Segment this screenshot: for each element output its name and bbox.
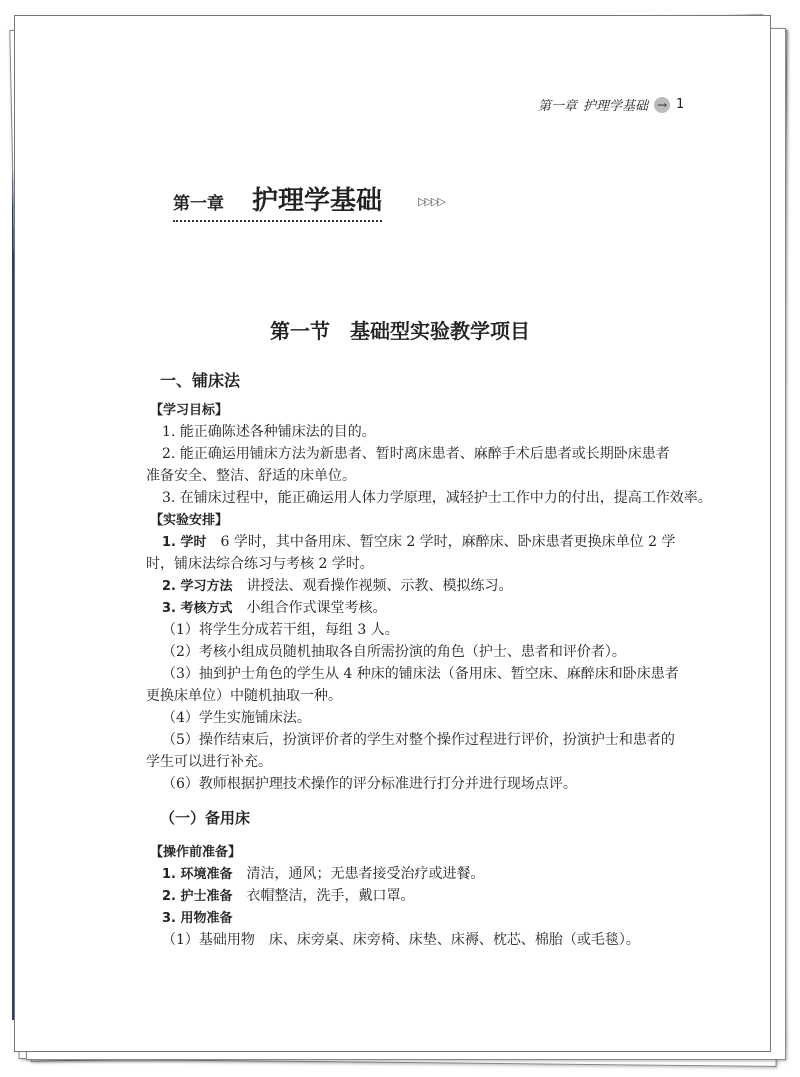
text-line <box>162 533 676 552</box>
section-title: 第一节 基础型实验教学项目 <box>270 319 530 343</box>
text-line <box>162 423 376 441</box>
body-text: 衣帽整洁，洗手，戴口罩。 <box>232 888 415 904</box>
body-text: 清洁，通风；无患者接受治疗或进餐。 <box>232 866 485 882</box>
text-line <box>162 599 387 618</box>
body-text: （3）抽到护士角色的学生从 4 种床的铺床法（备用床、暂空床、麻醉床和卧床患者 <box>162 666 679 682</box>
text-line <box>146 687 342 705</box>
text-line <box>150 401 228 420</box>
body-text: （1）基础用物 床、床旁桌、床旁椅、床垫、床褥、枕芯、棉胎（或毛毯）。 <box>162 932 640 948</box>
text-line <box>162 775 577 793</box>
text-line <box>162 621 399 639</box>
text-line <box>146 753 272 771</box>
label: 2. 学习方法 <box>162 579 233 594</box>
body-text: 时，铺床法综合练习与考核 2 学时。 <box>146 556 374 572</box>
chapter-label: 第一章 <box>173 194 224 214</box>
body-text: 2. 能正确运用铺床方法为新患者、暂时离床患者、麻醉手术后患者或长期卧床患者 <box>162 446 670 462</box>
label: 1. 学时 <box>162 535 207 550</box>
chapter-title: 护理学基础 <box>252 186 383 216</box>
text-line <box>162 887 415 906</box>
label: 3. 考核方式 <box>162 601 233 616</box>
running-header <box>538 95 684 114</box>
body-text: 3. 在铺床过程中，能正确运用人体力学原理，减轻护士工作中力的付出，提高工作效率。 <box>162 490 712 506</box>
text-line <box>162 909 233 928</box>
text-line <box>162 445 670 463</box>
body-text: （4）学生实施铺床法。 <box>162 710 311 726</box>
subsection-title: 一、铺床法 <box>160 371 241 390</box>
text-line <box>162 865 485 884</box>
text-line <box>162 577 513 596</box>
text-line <box>162 489 712 507</box>
page-number: 1 <box>676 97 685 112</box>
text-line <box>162 709 311 727</box>
text-line <box>162 731 675 749</box>
text-line <box>146 555 374 573</box>
chapter-heading <box>173 180 382 222</box>
body-text: 6 学时，其中备用床、暂空床 2 学时，麻醉床、卧床患者更换床单位 2 学 <box>206 534 676 550</box>
body-text: 学生可以进行补充。 <box>146 754 272 770</box>
body-text: 讲授法、观看操作视频、示教、模拟练习。 <box>232 578 513 594</box>
text-line <box>146 467 356 485</box>
text-line <box>162 643 626 661</box>
body-text: （2）考核小组成员随机抽取各自所需扮演的角色（护士、患者和评价者）。 <box>162 644 626 660</box>
label: 【操作前准备】 <box>150 845 242 860</box>
arrow-right-icon: → <box>654 97 670 113</box>
text-line <box>162 931 640 949</box>
body-text: 准备安全、整洁、舒适的床单位。 <box>146 468 356 484</box>
label: 1. 环境准备 <box>162 867 233 882</box>
body-text: 小组合作式课堂考核。 <box>232 600 387 616</box>
body-text: 1. 能正确陈述各种铺床法的目的。 <box>162 424 376 440</box>
body-text: （1）将学生分成若干组，每组 3 人。 <box>162 622 399 638</box>
chevrons-icon: ▷▷▷▷ <box>418 195 444 208</box>
body-text: 更换床单位）中随机抽取一种。 <box>146 688 342 704</box>
text-line <box>150 843 241 862</box>
header-title: 护理学基础 <box>583 99 649 114</box>
subsubsection-title: （一）备用床 <box>160 809 251 827</box>
body-text: （6）教师根据护理技术操作的评分标准进行打分并进行现场点评。 <box>162 776 577 792</box>
body-text: （5）操作结束后，扮演评价者的学生对整个操作过程进行评价，扮演护士和患者的 <box>162 732 675 748</box>
label: 2. 护士准备 <box>162 889 233 904</box>
label: 【实验安排】 <box>150 513 229 528</box>
text-line <box>150 511 228 530</box>
label: 【学习目标】 <box>150 403 229 418</box>
header-chapter: 第一章 <box>538 99 578 114</box>
label: 3. 用物准备 <box>162 911 233 926</box>
text-line <box>162 665 679 683</box>
